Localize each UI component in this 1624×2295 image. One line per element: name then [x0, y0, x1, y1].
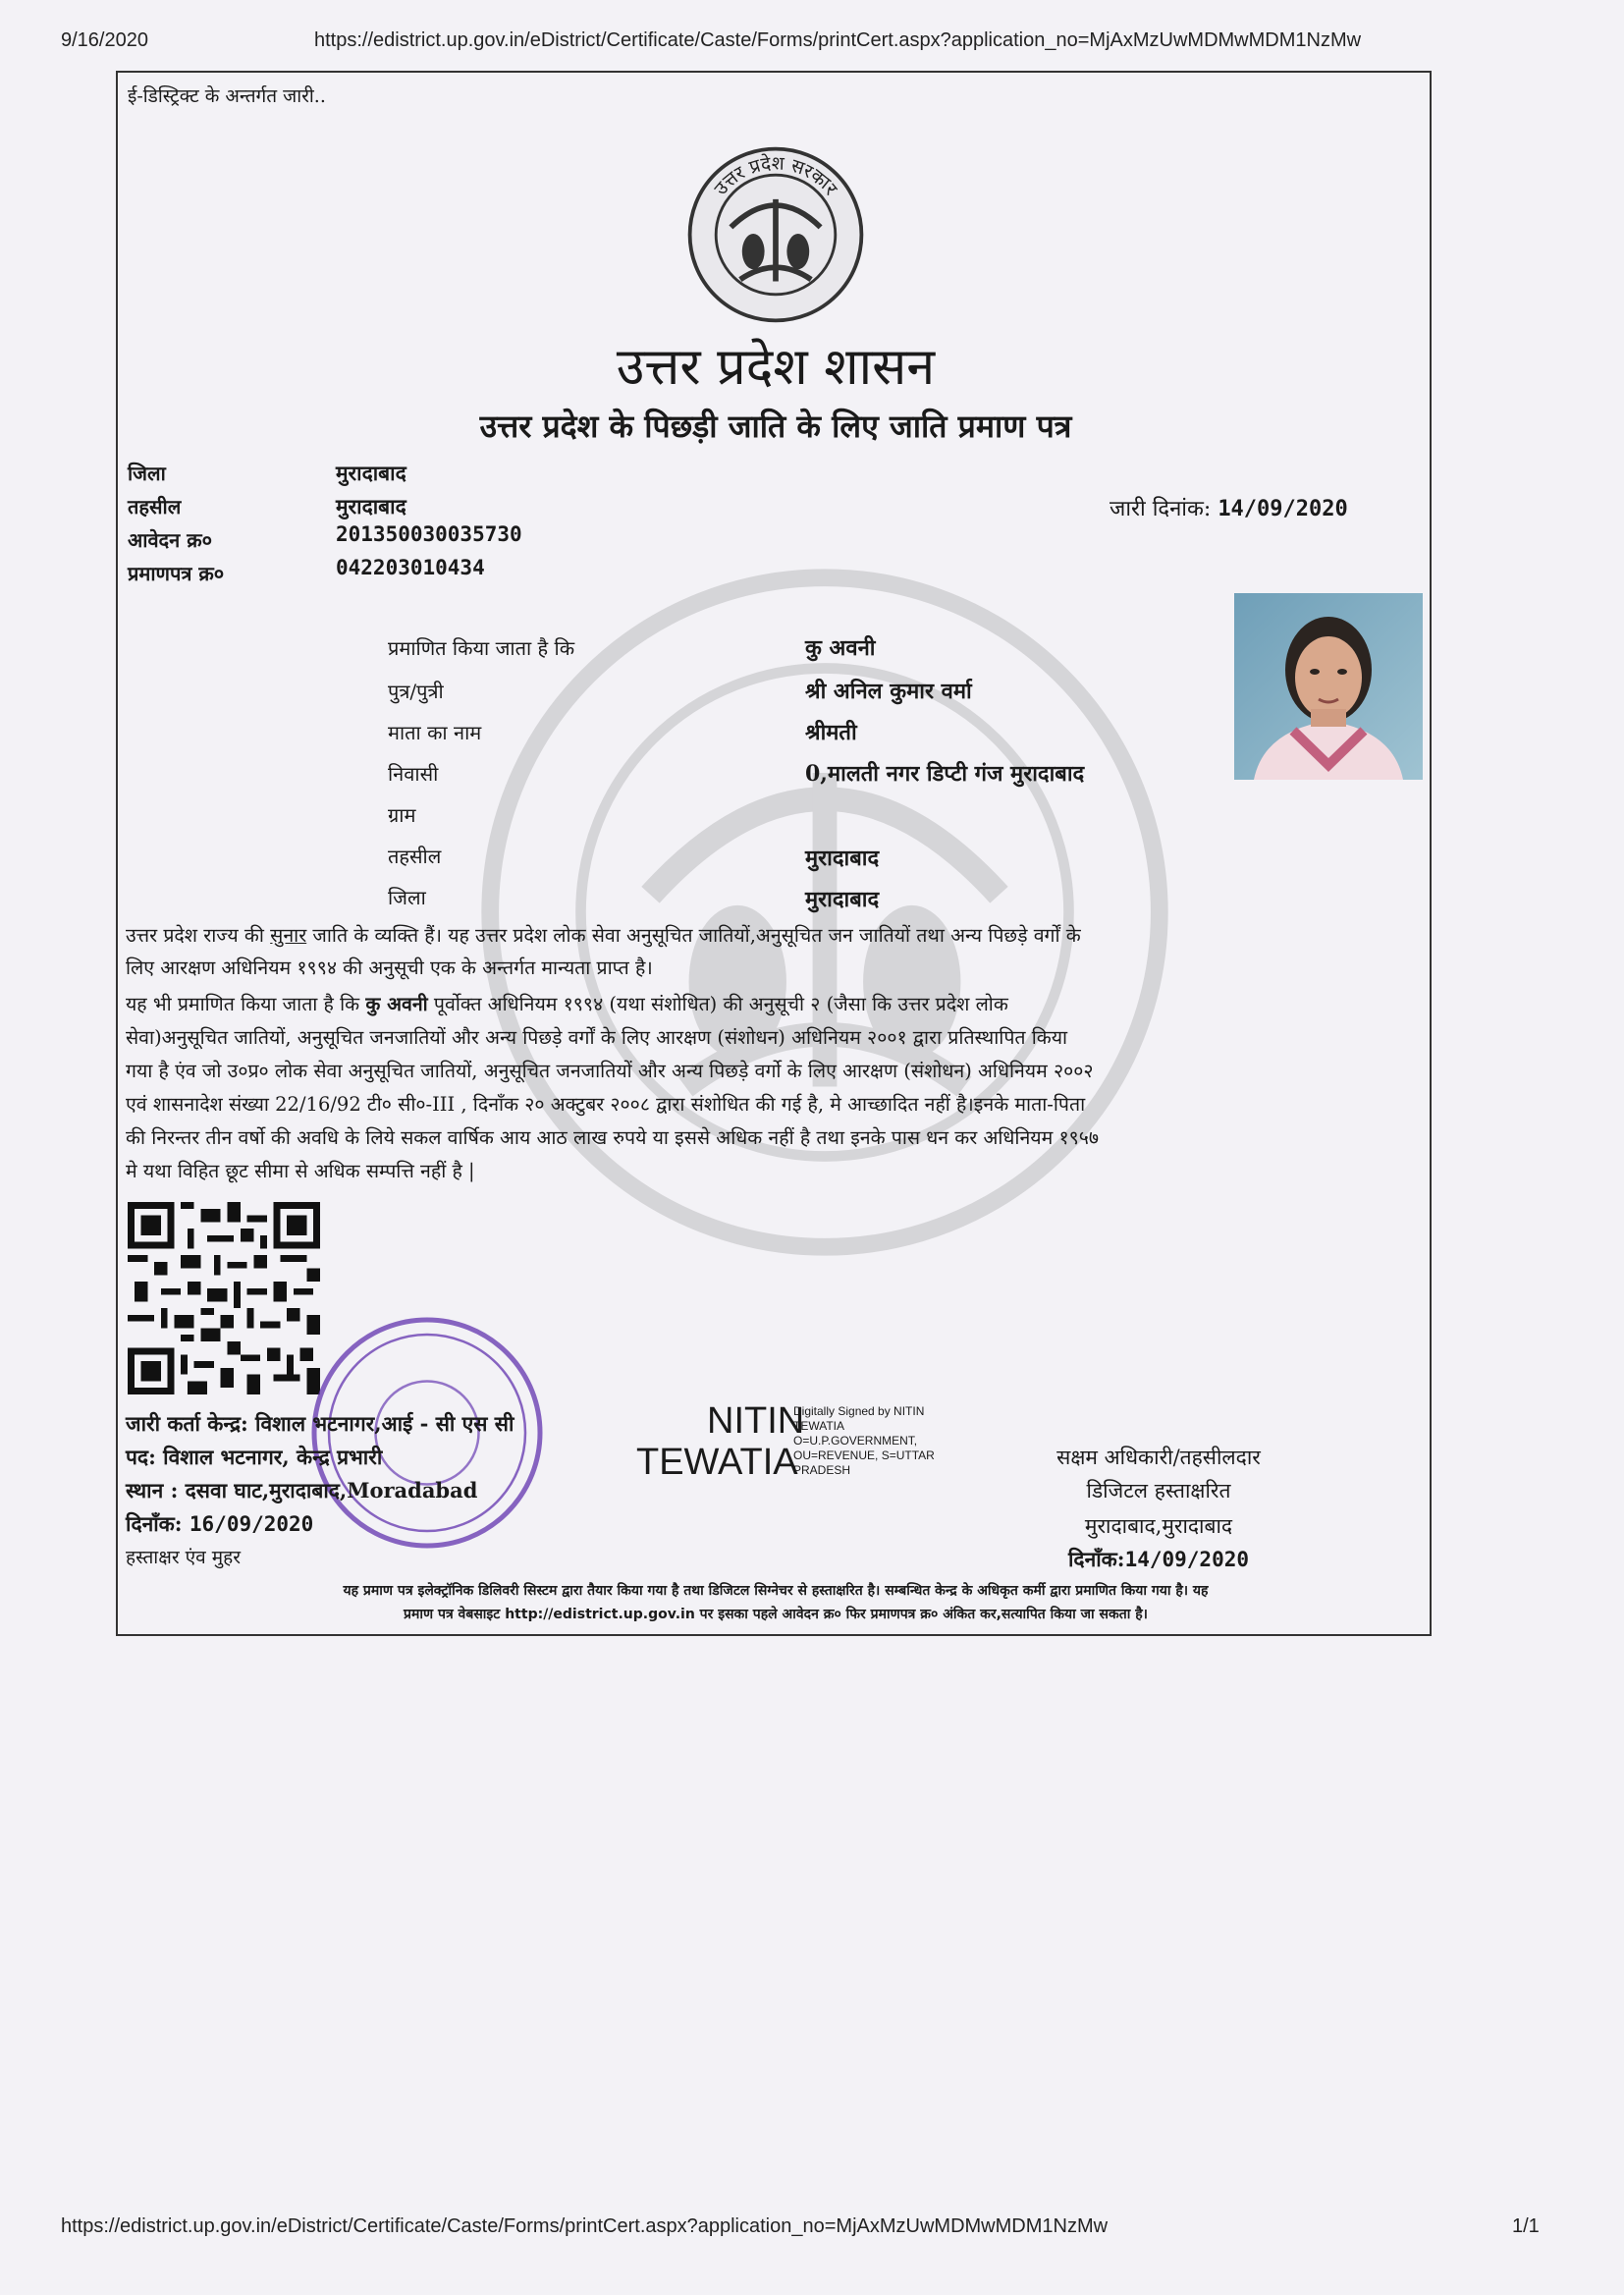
- page-number: 1/1: [1512, 2215, 1540, 2237]
- authority-place: मुरादाबाद,मुरादाबाद: [1084, 1514, 1233, 1538]
- para1-prefix: उत्तर प्रदेश राज्य की: [126, 924, 271, 947]
- caste-paragraph-line-1: [126, 919, 1426, 952]
- caste-name: सुनार: [270, 924, 307, 947]
- declaration-line-3: गया है एंव जो उ०प्र० लोक सेवा अनुसूचित जातियों, अनुसूचित जनजातियों और अन्य पिछड़े वर्गो के लिए आरक्षण (संशोधन) अधिनियम २००२: [126, 1060, 1094, 1082]
- emblem-text: उत्तर प्रदेश सरकार: [710, 152, 842, 200]
- declaration-line-4: एवं शासनादेश संख्या 22/16/92 टी० सी०-III , दिनाँक २० अक्टुबर २००८ द्वारा संशोधित की गई है, मे आच्छादित नहीं है।इनके माता-पिता: [126, 1093, 1086, 1116]
- para2-line1-rest: पूर्वोक्त अधिनियम १९९४ (यथा संशोधित) की अनुसूची २ (जैसा कि उत्तर प्रदेश लोक: [427, 993, 1008, 1015]
- declaration-line-5: की निरन्तर तीन वर्षो की अवधि के लिये सकल वार्षिक आय आठ लाख रुपये या इससे अधिक नहीं है तथा इनके पास धन कर अधिनियम १९५७: [126, 1126, 1100, 1149]
- meta-district-value: मुरादाबाद: [336, 461, 406, 485]
- field-tehsil-label: तहसील: [388, 845, 442, 868]
- ds-line-2: TEWATIA: [793, 1419, 844, 1433]
- ds-line-4: OU=REVENUE, S=UTTAR: [793, 1448, 935, 1462]
- authority-digital-signed: डिजिटल हस्ताक्षरित: [1086, 1479, 1231, 1503]
- para1-line1-rest: जाति के व्यक्ति हैं। यह उत्तर प्रदेश लोक सेवा अनुसूचित जातियों,अनुसूचित जन जातियों तथा अन्य पिछड़े वर्गों के: [306, 924, 1081, 947]
- declaration-line-2: सेवा)अनुसूचित जातियों, अनुसूचित जनजातियों और अन्य पिछड़े वर्गों के लिए आरक्षण (संशोधन) अधिनियम २००१ द्वारा प्रतिस्थापित किया: [126, 1026, 1068, 1049]
- para2-name: कु अवनी: [365, 993, 428, 1015]
- issue-date: [1110, 493, 1348, 522]
- field-village-label: ग्राम: [388, 803, 416, 827]
- field-mother-value: श्रीमती: [805, 720, 857, 745]
- field-certified-label: प्रमाणित किया जाता है कि: [388, 636, 575, 660]
- field-child-of-label: पुत्र/पुत्री: [388, 680, 444, 703]
- issue-date-label: जारी दिनांक:: [1110, 497, 1212, 521]
- authority-title: सक्षम अधिकारी/तहसीलदार: [1056, 1446, 1261, 1469]
- field-resident-value: 0,मालती नगर डिप्टी गंज मुरादाबाद: [805, 761, 1085, 787]
- issuer-signature-label: हस्ताक्षर एंव मुहर: [126, 1547, 241, 1568]
- field-district-value: मुरादाबाद: [805, 887, 880, 912]
- verification-note: [118, 1579, 1434, 1626]
- up-government-emblem-icon: [682, 141, 869, 328]
- print-url-header: https://edistrict.up.gov.in/eDistrict/Certificate/Caste/Forms/printCert.aspx?application_no=MjAxMzUwMDMwMDM1NzMw: [314, 29, 1362, 51]
- authority-date: [982, 1546, 1335, 1573]
- field-mother-label: माता का नाम: [388, 721, 482, 744]
- field-certified-value: कु अवनी: [805, 635, 876, 661]
- declaration-line-1: [126, 988, 1426, 1020]
- authority-date-label: दिनाँक:: [1067, 1547, 1125, 1571]
- meta-tehsil-value: मुरादाबाद: [336, 494, 406, 519]
- meta-certificate-label: प्रमाणपत्र क्र०: [128, 562, 225, 585]
- ds-line-1: Digitally Signed by NITIN: [793, 1404, 925, 1418]
- certificate: [116, 71, 1432, 1636]
- declaration-line-6: मे यथा विहित छूट सीमा से अधिक सम्पत्ति नहीं है |: [126, 1160, 475, 1182]
- digital-signer-name-first: NITIN: [707, 1400, 805, 1442]
- digital-signature-details: [793, 1404, 935, 1478]
- field-district-label: जिला: [388, 886, 426, 909]
- caste-paragraph-line-2: लिए आरक्षण अधिनियम १९९४ की अनुसूची एक के अन्तर्गत मान्यता प्राप्त है।: [126, 956, 653, 979]
- authority-date-value: 14/09/2020: [1124, 1548, 1249, 1571]
- verification-note-line-1: यह प्रमाण पत्र इलेक्ट्रॉनिक डिलिवरी सिस्टम द्वारा तैयार किया गया है तथा डिजिटल सिग्नेचर से हस्ताक्षरित है। सम्बन्धित केन्द्र के अधिकृत कर्मी द्वारा प्रमाणित किया गया है। यह: [343, 1583, 1209, 1599]
- field-child-of-value: श्री अनिल कुमार वर्मा: [805, 679, 972, 704]
- ds-line-3: O=U.P.GOVERNMENT,: [793, 1434, 918, 1448]
- print-date: 9/16/2020: [61, 29, 148, 51]
- meta-district-label: जिला: [128, 462, 166, 485]
- digital-signer-name-last: TEWATIA: [636, 1442, 798, 1483]
- issuer-center: जारी कर्ता केन्द्र: विशाल भटनागर,आई - सी एस सी: [126, 1411, 514, 1436]
- applicant-photo: [1234, 593, 1423, 780]
- government-title: उत्तर प्रदेश शासन: [616, 338, 936, 397]
- issuer-date: [126, 1510, 313, 1538]
- issuer-post: पद: विशाल भटनागर, केन्द्र प्रभारी: [126, 1445, 383, 1469]
- issue-date-value: 14/09/2020: [1218, 497, 1348, 521]
- issued-under-text: ई-डिस्ट्रिक्ट के अन्तर्गत जारी..: [128, 85, 326, 107]
- meta-application-label: आवेदन क्र०: [128, 528, 213, 552]
- certificate-title: उत्तर प्रदेश के पिछड़ी जाति के लिए जाति प्रमाण पत्र: [479, 408, 1072, 445]
- meta-tehsil-label: तहसील: [128, 495, 182, 519]
- issuer-place: स्थान : दसवा घाट,मुरादाबाद,Moradabad: [126, 1478, 478, 1503]
- print-url-footer: https://edistrict.up.gov.in/eDistrict/Certificate/Caste/Forms/printCert.aspx?application_no=MjAxMzUwMDMwMDM1NzMw: [61, 2215, 1109, 2237]
- meta-certificate-value: 042203010434: [336, 556, 485, 579]
- meta-application-value: 201350030035730: [336, 522, 522, 546]
- qr-code-icon: [128, 1202, 320, 1394]
- field-tehsil-value: मुरादाबाद: [805, 846, 880, 871]
- ds-line-5: PRADESH: [793, 1463, 851, 1477]
- para2-prefix: यह भी प्रमाणित किया जाता है कि: [126, 993, 366, 1015]
- issuer-date-value: 16/09/2020: [189, 1512, 314, 1536]
- issuer-date-label: दिनाँक:: [126, 1511, 183, 1536]
- field-resident-label: निवासी: [388, 762, 439, 786]
- verification-note-line-2: प्रमाण पत्र वेबसाइट http://edistrict.up.gov.in पर इसका पहले आवेदन क्र० फिर प्रमाणपत्र क्र० अंकित कर,सत्यापित किया जा सकता है।: [404, 1607, 1148, 1622]
